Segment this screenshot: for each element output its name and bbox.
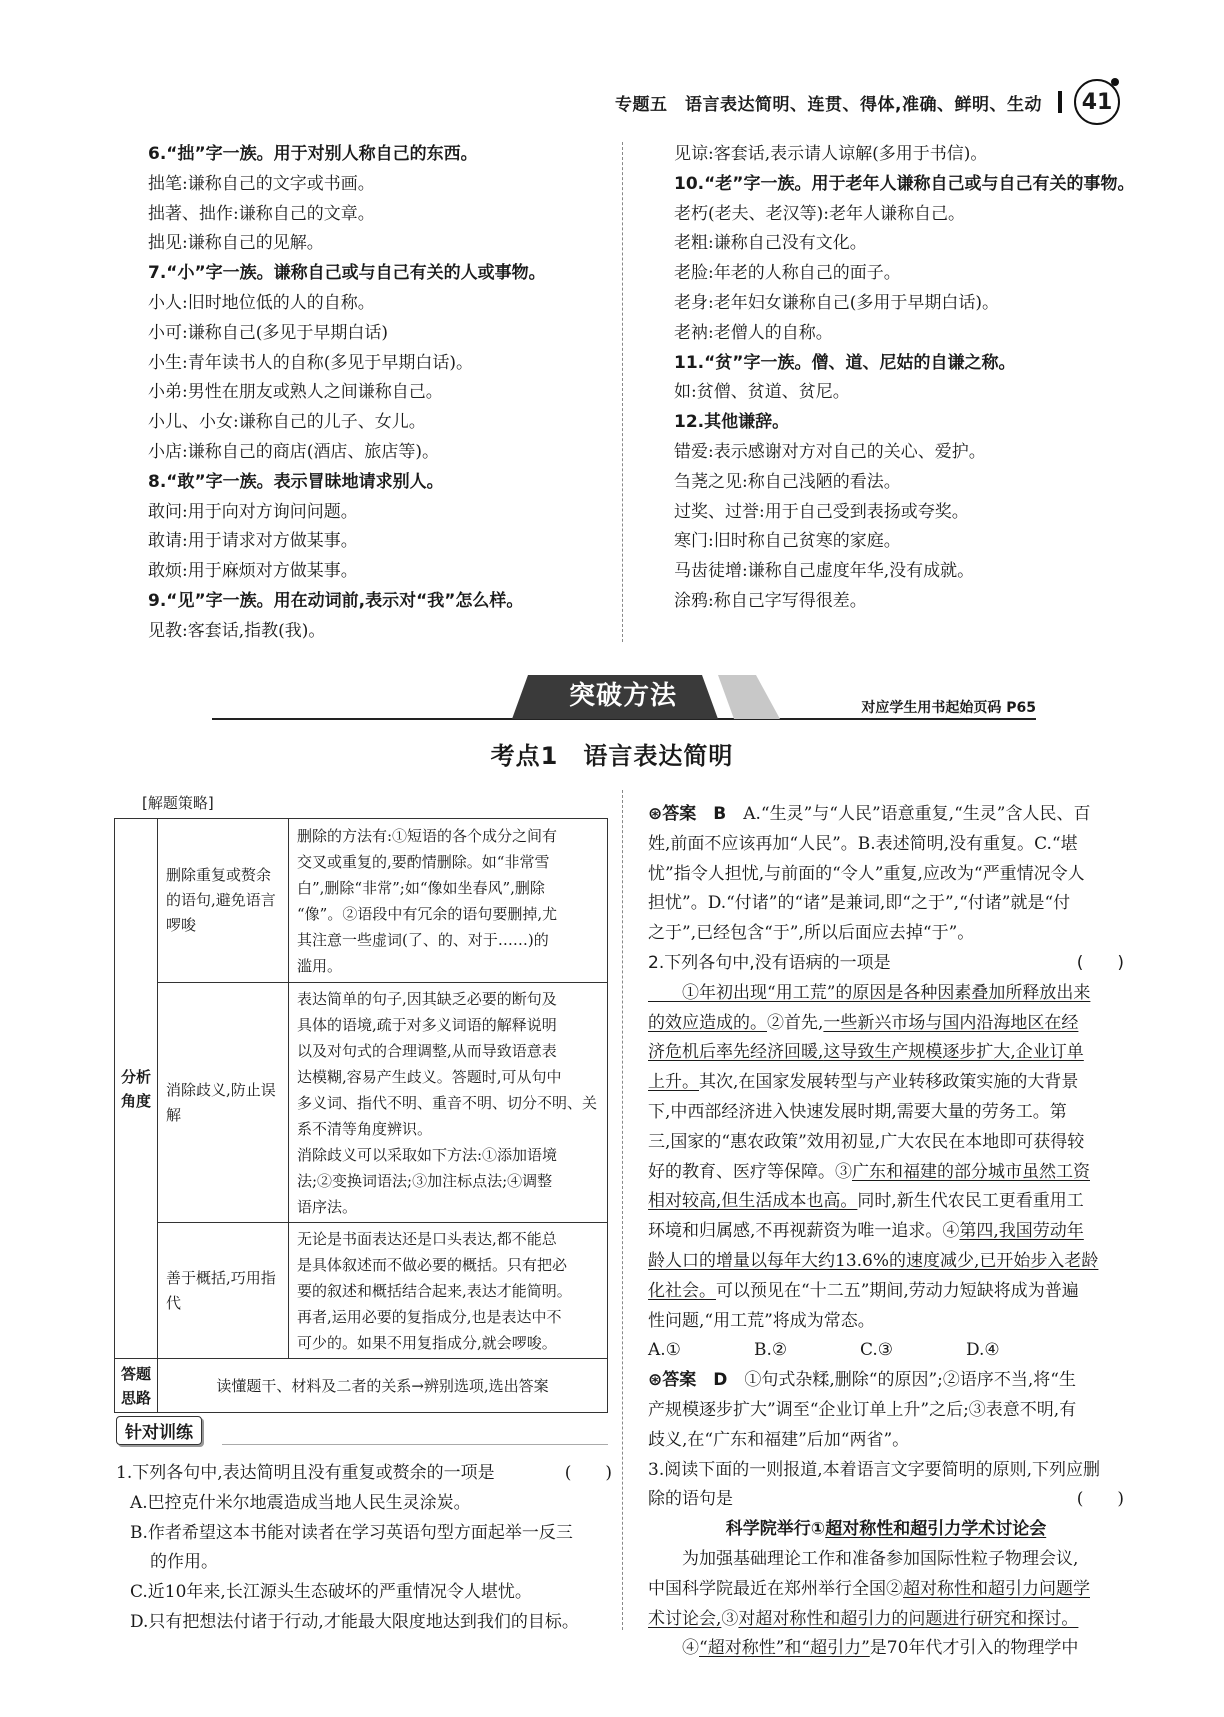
text-line: 拙见:谦称自己的见解。 <box>148 233 324 254</box>
answer-line: 歧义,在“广东和福建”后加“两省”。 <box>648 1429 910 1450</box>
answer-line <box>648 800 1124 830</box>
passage-segment: ②首先, <box>767 1012 824 1033</box>
underlined-segment: 广东和福建的部分城市虽然工资 <box>852 1161 1090 1182</box>
text-line: 敢请:用于请求对方做某事。 <box>148 531 358 552</box>
training-label: 针对训练 <box>116 1416 202 1445</box>
answer-line: 忧”指令人担忧,与前面的“令人”重复,应改为“严重情况令人 <box>648 863 1085 884</box>
text-line: 拙笔:谦称自己的文字或书画。 <box>148 173 375 194</box>
page-number: 41 <box>1074 79 1120 125</box>
option-line: B.作者希望这本书能对读者在学习英语句型方面起举一反三 <box>130 1522 573 1543</box>
answer-line: 姓,前面不应该再加“人民”。B.表述简明,没有重复。C.“堪 <box>648 833 1078 854</box>
answer-paren: ( ) <box>1076 1489 1124 1510</box>
text-line: 老身:老年妇女谦称自己(多用于早期白话)。 <box>674 292 999 313</box>
key-point-title: 考点1 语言表达简明 <box>490 742 734 770</box>
option-line: 的作用。 <box>150 1552 218 1573</box>
desc-line: 表达简单的句子,因其缺乏必要的断句及 <box>297 989 557 1008</box>
desc-line: 可少的。如果不用复指成分,就会啰唆。 <box>297 1333 557 1352</box>
text-line: 寒门:旧时称自己贫寒的家庭。 <box>674 531 901 552</box>
text-line: 小弟:男性在朋友或熟人之间谦称自己。 <box>148 382 443 403</box>
column-divider-lower <box>622 790 623 1630</box>
desc-cell <box>289 819 608 983</box>
option-line: A.巴控克什米尔地震造成当地人民生灵涂炭。 <box>130 1492 471 1513</box>
text-line: 刍荛之见:称自己浅陋的看法。 <box>674 471 901 492</box>
text-line: 见教:客套话,指教(我)。 <box>148 620 326 641</box>
section-heading: 12.其他谦辞。 <box>674 412 790 433</box>
answer-icon: ⊛ <box>648 1370 663 1391</box>
passage-line <box>648 1187 1124 1217</box>
aspect-cell: 删除重复或赘余的语句,避免语言啰唆 <box>158 819 289 983</box>
answer-label <box>648 804 696 824</box>
option: D.④ <box>966 1340 1000 1361</box>
answer-label-text: 答案 <box>662 1370 697 1391</box>
underlined-segment: 超对称性和超引力问题学 <box>903 1578 1090 1599</box>
strategy-label: [解题策略] <box>142 794 214 812</box>
passage-line <box>648 1158 1124 1188</box>
passage-line <box>648 1545 1124 1575</box>
underlined-segment: 对超对称性和超引力的问题进行研究和探讨。 <box>738 1608 1079 1629</box>
question-stem-text: 1.下列各句中,表达简明且没有重复或赘余的一项是 <box>116 1463 495 1483</box>
question-stem-text: 3.阅读下面的一则报道,本着语言文字要简明的原则,下列应删 <box>648 1459 1101 1480</box>
passage-segment: 性问题,“用工荒”将成为常态。 <box>648 1310 875 1331</box>
answer-paren: ( ) <box>564 1463 612 1483</box>
approach-label: 答题思路 <box>115 1359 158 1413</box>
report-title-prefix: 科学院举行① <box>725 1519 826 1540</box>
desc-line: 是具体叙述而不做必要的概括。只有把必 <box>297 1255 568 1274</box>
passage-line <box>648 979 1124 1009</box>
desc-line: 多义词、指代不明、重音不明、切分不明、关 <box>297 1093 598 1112</box>
option-line: D.只有把想法付诸于行动,才能最大限度地达到我们的目标。 <box>130 1611 579 1632</box>
passage-segment: ③ <box>721 1608 739 1629</box>
passage-line <box>648 1038 1124 1068</box>
underlined-segment: 龄人口的增量以每年大约13.6%的速度减少,已开始步入老龄 <box>648 1250 1099 1271</box>
aspect-cell: 善于概括,巧用指代 <box>158 1223 289 1359</box>
desc-line: 滥用。 <box>297 956 343 975</box>
underlined-segment: 上升。 <box>648 1072 699 1093</box>
approach-cell: 读懂题干、材料及二者的关系→辨别选项,选出答案 <box>158 1359 608 1413</box>
question-1 <box>116 1459 612 1638</box>
desc-line: 其注意一些虚词(了、的、对于……)的 <box>297 930 549 949</box>
text-line: 马齿徒增:谦称自己虚度年华,没有成就。 <box>674 561 975 582</box>
underlined-segment: 济危机后率先经济回暖, <box>648 1042 824 1063</box>
passage-line <box>648 1634 1124 1664</box>
section-heading: 9.“见”字一族。用在动词前,表示对“我”怎么样。 <box>148 590 524 611</box>
text-line: 过奖、过誉:用于自己受到表扬或夸奖。 <box>674 501 969 522</box>
passage-line <box>648 1605 1124 1635</box>
option: C.③ <box>860 1340 894 1361</box>
passage-segment: 下,中西部经济进入快速发展时期,需要大量的劳务工。第 <box>648 1101 1067 1122</box>
text-line: 小店:谦称自己的商店(酒店、旅店等)。 <box>148 441 439 462</box>
reference-page: 对应学生用书起始页码 P65 <box>861 700 1036 716</box>
passage-line <box>648 1068 1124 1098</box>
passage-line <box>648 1217 1124 1247</box>
desc-line: 无论是书面表达还是口头表达,都不能总 <box>297 1229 557 1248</box>
passage-segment: 环境和归属感,不再视薪资为唯一追求。④ <box>648 1221 960 1242</box>
text-line: 老衲:老僧人的自称。 <box>674 322 833 343</box>
passage-segment: 为加强基础理论工作和准备参加国际性粒子物理会议, <box>648 1548 1079 1569</box>
section-heading: 7.“小”字一族。谦称自己或与自己有关的人或事物。 <box>148 263 546 284</box>
text-line: 小儿、小女:谦称自己的儿子、女儿。 <box>148 412 426 433</box>
section-heading: 8.“敢”字一族。表示冒昧地请求别人。 <box>148 471 444 492</box>
answer-line: 产规模逐步扩大”调至“企业订单上升”之后;③表意不明,有 <box>648 1399 1077 1420</box>
question-stem <box>648 949 1124 979</box>
underlined-segment: 这导致生产规模逐步扩大,企业订单 <box>823 1042 1084 1063</box>
passage-segment: 是70年代才引入的物理学中 <box>869 1638 1079 1659</box>
page-header <box>615 80 1120 124</box>
underlined-segment: 术讨论会, <box>648 1608 722 1629</box>
header-divider <box>1058 91 1062 113</box>
text-line: 如:贫僧、贫道、贫尼。 <box>674 382 850 403</box>
section-heading: 11.“贫”字一族。僧、道、尼姑的自谦之称。 <box>674 352 1016 373</box>
text-line: 敢问:用于向对方询问问题。 <box>148 501 358 522</box>
question-stem-text: 除的语句是 <box>648 1489 733 1510</box>
banner-title: 突破方法 <box>568 681 677 711</box>
text-line: 老粗:谦称自己没有文化。 <box>674 233 867 254</box>
text-line: 小可:谦称自己(多见于早期白话) <box>148 322 388 343</box>
answer-line <box>648 1366 1124 1396</box>
desc-line: 交叉或重复的,要酌情删除。如“非常雪 <box>297 852 550 871</box>
desc-line: 删除的方法有:①短语的各个成分之间有 <box>297 826 558 845</box>
aspect-cell: 消除歧义,防止误解 <box>158 983 289 1223</box>
column-divider-upper <box>622 142 623 642</box>
answer-label-text: 答案 <box>662 804 697 824</box>
passage-line <box>648 1009 1124 1039</box>
topic-title: 专题五 语言表达简明、连贯、得体,准确、鲜明、生动 <box>615 94 1042 115</box>
desc-line: 白”,删除“非常”;如“像如坐春风”,删除 <box>297 878 545 897</box>
passage-segment: 同时,新生代农民工更看重用工 <box>857 1191 1084 1212</box>
text-line: 拙著、拙作:谦称自己的文章。 <box>148 203 375 224</box>
page-dot-icon <box>1111 78 1119 86</box>
passage-segment: 好的教育、医疗等保障。③ <box>648 1161 852 1182</box>
answer-text: ①句式杂糅,删除“的原因”;②语序不当,将“生 <box>744 1370 1076 1391</box>
underlined-segment: 化社会。 <box>648 1280 716 1301</box>
desc-line: 具体的语境,疏于对多义词语的解释说明 <box>297 1015 557 1034</box>
answer-line: 担忧”。D.“付诸”的“诸”是兼词,即“之于”,“付诸”就是“付 <box>648 893 1071 914</box>
section-heading: 10.“老”字一族。用于老年人谦称自己或与自己有关的事物。 <box>674 173 1135 194</box>
answer-letter: D <box>713 1370 728 1391</box>
text-line: 见谅:客套话,表示请人谅解(多用于书信)。 <box>674 144 988 164</box>
desc-line: 要的叙述和概括结合起来,表达才能简明。 <box>297 1281 572 1300</box>
answer-label <box>648 1370 696 1390</box>
text-line: 敢烦:用于麻烦对方做某事。 <box>148 561 358 582</box>
desc-line: 达模糊,容易产生歧义。答题时,可从句中 <box>297 1067 562 1086</box>
desc-line: 以及对句式的合理调整,从而导致语意表 <box>297 1041 557 1060</box>
desc-line: 法;②变换词语法;③加注标点法;④调整 <box>297 1171 553 1190</box>
question-stem <box>116 1459 612 1489</box>
text-line: 小生:青年读书人的自称(多见于早期白话)。 <box>148 352 473 373</box>
upper-left-column <box>148 140 618 647</box>
analysis-label: 分析角度 <box>115 819 158 1359</box>
desc-cell <box>289 983 608 1223</box>
text-line: 涂鸦:称自己字写得很差。 <box>674 590 867 611</box>
desc-line: 再者,运用必要的复指成分,也是表达中不 <box>297 1307 562 1326</box>
passage-line <box>648 1128 1124 1158</box>
passage-segment: 中国科学院最近在郑州举行全国② <box>648 1578 903 1599</box>
question-stem-text: 2.下列各句中,没有语病的一项是 <box>648 952 891 973</box>
options-row <box>648 1336 1124 1366</box>
desc-line: 系不清等角度辨识。 <box>297 1119 433 1138</box>
desc-line: 消除歧义可以采取如下方法:①添加语境 <box>297 1145 558 1164</box>
question-stem <box>648 1456 1124 1486</box>
desc-line: 语序法。 <box>297 1197 358 1216</box>
answer-line: 之于”,已经包含“于”,所以后面应去掉“于”。 <box>648 923 975 944</box>
passage-segment: ④ <box>648 1638 699 1659</box>
passage-line <box>648 1247 1124 1277</box>
passage-line <box>648 1098 1124 1128</box>
underlined-segment: “超对称性”和“超引力” <box>699 1638 870 1659</box>
passage-segment: 三,国家的“惠农政策”效用初显,广大农民在本地即可获得较 <box>648 1131 1085 1152</box>
underlined-segment: 的效应造成的。 <box>648 1012 767 1033</box>
passage-line <box>648 1307 1124 1337</box>
passage-line <box>648 1277 1124 1307</box>
lower-right-column <box>648 800 1124 1664</box>
passage-segment: 可以预见在“十二五”期间,劳动力短缺将成为普遍 <box>716 1280 1079 1301</box>
upper-right-column <box>674 140 1144 617</box>
desc-cell <box>289 1223 608 1359</box>
text-line: 错爱:表示感谢对方对自己的关心、爱护。 <box>674 441 986 462</box>
underlined-segment: ①年初出现“用工荒”的原因是各种因素叠加所释放出来 <box>648 982 1091 1003</box>
report-title <box>648 1515 1124 1545</box>
underlined-segment: 一些新兴市场与国内沿海地区在经 <box>823 1012 1079 1033</box>
text-line: 老脸:年老的人称自己的面子。 <box>674 263 901 284</box>
strategy-table <box>114 818 608 1413</box>
answer-letter: B <box>713 804 727 824</box>
text-line: 老朽(老夫、老汉等):老年人谦称自己。 <box>674 203 965 224</box>
underlined-segment: 第四,我国劳动年 <box>959 1221 1084 1242</box>
desc-line: “像”。②语段中有冗余的语句要删掉,尤 <box>297 904 558 923</box>
question-stem <box>648 1485 1124 1515</box>
option: A.① <box>648 1340 681 1361</box>
training-rule <box>222 1444 608 1445</box>
option: B.② <box>754 1340 788 1361</box>
answer-paren: ( ) <box>1076 952 1124 973</box>
underlined-segment: 相对较高,但生活成本也高。 <box>648 1191 858 1212</box>
passage-segment: 其次,在国家发展转型与产业转移政策实施的大背景 <box>699 1072 1079 1093</box>
passage-line <box>648 1575 1124 1605</box>
option-line: C.近10年来,长江源头生态破坏的严重情况令人堪忧。 <box>130 1582 532 1603</box>
section-heading: 6.“拙”字一族。用于对别人称自己的东西。 <box>148 144 478 164</box>
answer-icon: ⊛ <box>648 804 663 824</box>
answer-text: A.“生灵”与“人民”语意重复,“生灵”含人民、百 <box>743 804 1091 824</box>
underlined-segment: 超对称性和超引力学术讨论会 <box>825 1519 1047 1540</box>
text-line: 小人:旧时地位低的人的自称。 <box>148 292 375 313</box>
